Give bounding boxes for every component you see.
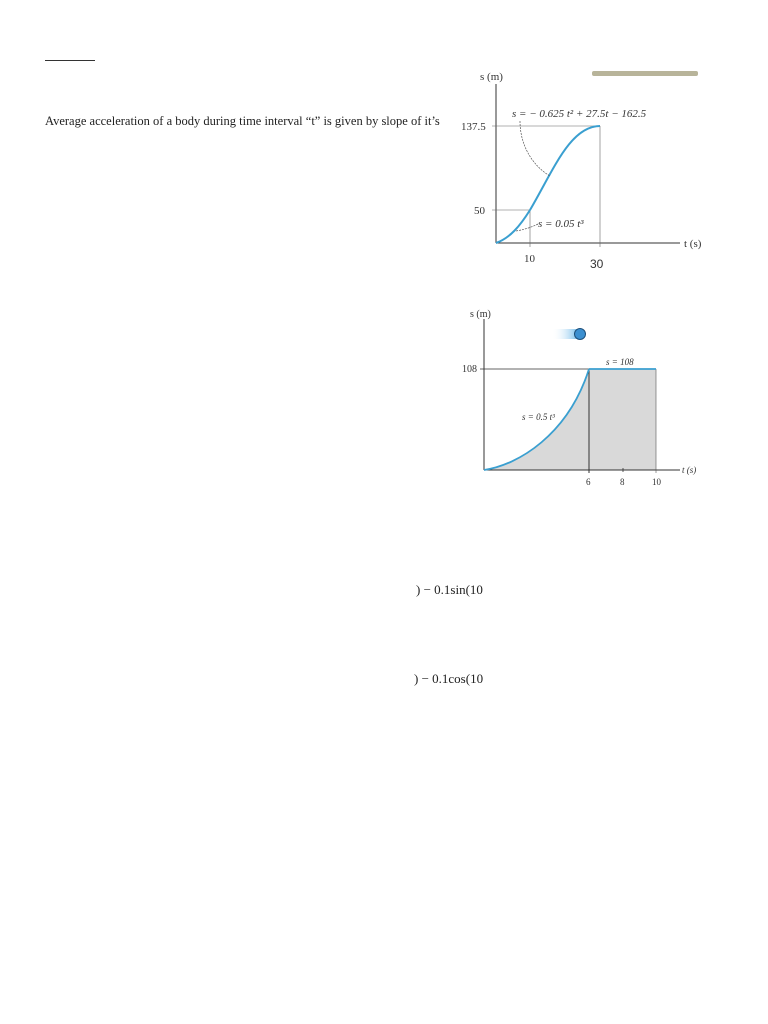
x-axis-label: t (s)	[682, 465, 697, 475]
y-tick-label-137-5: 137.5	[461, 121, 486, 133]
x-tick-label-10: 10	[652, 477, 661, 487]
x-tick-label-10: 10	[524, 253, 535, 265]
position-time-graph-1	[458, 66, 708, 270]
leader-quadratic	[520, 121, 550, 176]
cubic-curve	[496, 210, 530, 243]
annotation-cubic: s = 0.5 t³	[522, 412, 555, 422]
y-axis-label: s (m)	[470, 309, 491, 320]
position-time-graph-2	[458, 305, 708, 495]
x-axis-label: t (s)	[684, 238, 702, 250]
equation-fragment-cos: ) − 0.1cos(10	[414, 671, 484, 686]
quadratic-curve	[530, 126, 600, 210]
shaded-area	[484, 369, 656, 470]
equation-fragment-sin: ) − 0.1sin(10	[416, 582, 483, 597]
y-tick-label-50: 50	[474, 205, 485, 217]
y-tick-label-108: 108	[462, 364, 477, 375]
heading-underline	[45, 60, 95, 61]
annotation-cubic: s = 0.05 t³	[538, 218, 584, 230]
annotation-quadratic: s = − 0.625 t² + 27.5t − 162.5	[512, 108, 647, 120]
annotation-flat: s = 108	[606, 357, 634, 367]
ball-icon	[575, 329, 586, 340]
acceleration-paragraph: Average acceleration of a body during time interval “t” is given by slope of it’s	[45, 114, 440, 128]
x-tick-label-6: 6	[586, 477, 591, 487]
x-tick-label-30: 30	[590, 257, 604, 270]
x-tick-label-8: 8	[620, 477, 625, 487]
header-strip	[592, 71, 698, 76]
y-axis-label: s (m)	[480, 71, 503, 83]
